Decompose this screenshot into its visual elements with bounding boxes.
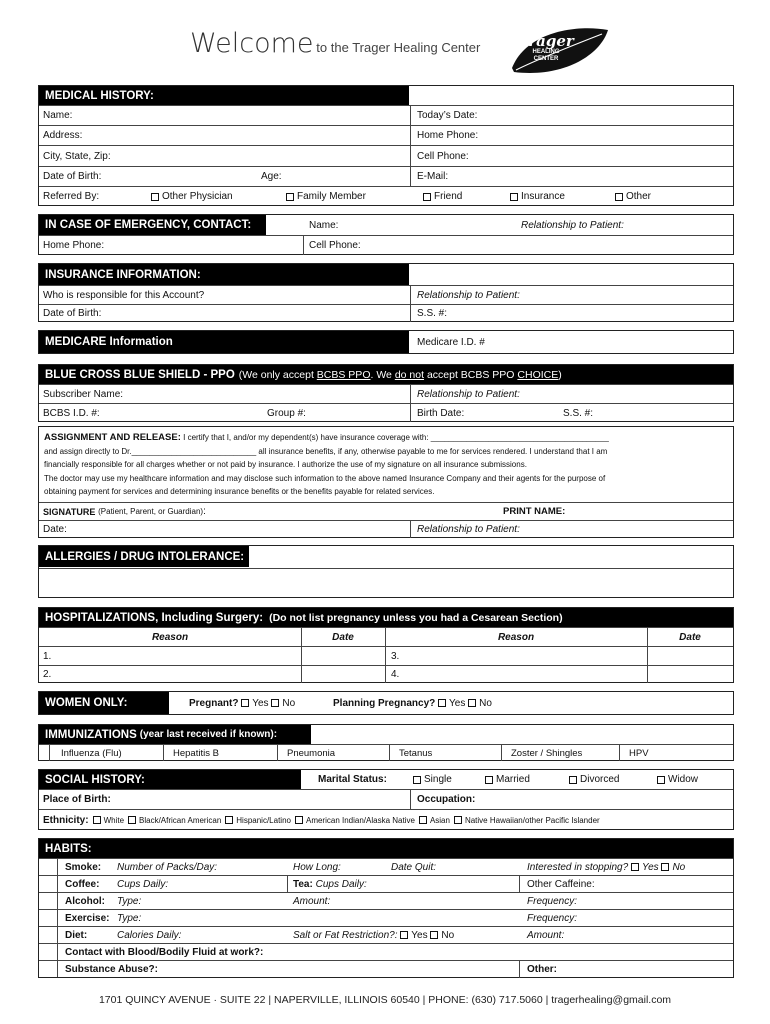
todays-date-field[interactable]: Today’s Date: [417, 110, 478, 121]
welcome-title: Welcome [190, 28, 314, 59]
reason-column-header: Reason [151, 631, 189, 643]
checkbox-icon[interactable] [419, 816, 427, 824]
checkbox-icon[interactable] [286, 193, 294, 201]
pregnant-question: Pregnant? Yes No [189, 697, 296, 709]
medicare-id-field[interactable]: Medicare I.D. # [417, 336, 485, 348]
table-row [39, 665, 733, 683]
alcohol-frequency-field[interactable]: Frequency: [527, 895, 578, 907]
packs-per-day-field[interactable]: Number of Packs/Day: [117, 861, 218, 873]
checkbox-icon[interactable] [569, 776, 577, 784]
checkbox-icon[interactable] [295, 816, 303, 824]
date-column-header: Date [332, 631, 354, 643]
alcohol-amount-field[interactable]: Amount: [293, 895, 331, 907]
hospitalization-1[interactable]: 1. [43, 650, 52, 662]
habits-row-diet [39, 926, 733, 943]
form-row [39, 166, 733, 186]
ethnicity-options: Ethnicity: White Black/African American Hispanic/Latino American Indian/Alaska Native Asian Native Hawaiian/other Pacific Islander [43, 814, 600, 826]
page-header [190, 28, 510, 62]
planning-pregnancy-question: Planning Pregnancy? Yes No [333, 697, 492, 709]
form-row [39, 235, 733, 255]
bcbs-id-field[interactable]: BCBS I.D. #: [43, 407, 100, 419]
checkbox-icon[interactable] [241, 699, 249, 707]
blood-contact-field[interactable]: Contact with Blood/Bodily Fluid at work?: [65, 946, 264, 958]
checkbox-icon[interactable] [631, 863, 639, 871]
marital-single[interactable]: Single [409, 770, 452, 789]
address-field[interactable]: Address: [43, 130, 83, 141]
option-other-physician[interactable]: Other Physician [147, 187, 233, 206]
immunizations-row [39, 744, 733, 761]
email-field[interactable]: E-Mail: [417, 171, 449, 182]
allergies-header: ALLERGIES / DRUG INTOLERANCE: [39, 546, 249, 567]
option-other[interactable]: Other [611, 187, 651, 206]
checkbox-icon[interactable] [615, 193, 623, 201]
form-row [39, 520, 733, 538]
checkbox-icon[interactable] [151, 193, 159, 201]
marital-widow[interactable]: Widow [653, 770, 698, 789]
immunization-tetanus[interactable]: Tetanus [399, 747, 433, 759]
medicare-header: MEDICARE Information [39, 331, 409, 353]
assignment-relationship-field[interactable]: Relationship to Patient: [417, 524, 520, 535]
subscriber-name-field[interactable]: Subscriber Name: [43, 388, 124, 400]
checkbox-icon[interactable] [485, 776, 493, 784]
referred-by-label: Referred By: [43, 191, 100, 202]
form-row [39, 285, 733, 304]
smoke-how-long-field[interactable]: How Long: [293, 861, 341, 873]
assignment-section [38, 426, 734, 538]
bcbs-ss-field[interactable]: S.S. #: [563, 407, 594, 419]
exercise-type-field[interactable]: Type: [117, 912, 142, 924]
welcome-tagline: to the Trager Healing Center [316, 40, 481, 55]
checkbox-icon[interactable] [413, 776, 421, 784]
habits-row-substance [39, 960, 733, 978]
bcbs-relationship-field[interactable]: Relationship to Patient: [417, 388, 520, 400]
signature-field[interactable]: SIGNATURE (Patient, Parent, or Guardian) : [43, 506, 206, 517]
bcbs-birth-date-field[interactable]: Birth Date: [417, 407, 465, 419]
hospitalizations-section [38, 607, 734, 683]
trager-logo [506, 20, 612, 80]
alcohol-label: Alcohol: [65, 895, 105, 907]
checkbox-icon[interactable] [271, 699, 279, 707]
hospitalizations-columns [39, 627, 733, 646]
smoke-label: Smoke: [65, 861, 102, 873]
cell-phone-field[interactable]: Cell Phone: [417, 150, 469, 162]
name-field[interactable]: Name: [43, 110, 73, 121]
date-quit-field[interactable]: Date Quit: [391, 861, 437, 873]
assignment-date-field[interactable]: Date: [43, 524, 67, 535]
other-habits-field[interactable]: Other: [527, 964, 557, 975]
immunization-hepatitis-b[interactable]: Hepatitis B [173, 747, 219, 759]
checkbox-icon[interactable] [468, 699, 476, 707]
ethnicity-row [39, 809, 733, 830]
reason-column-header: Reason [497, 631, 535, 643]
emergency-header: IN CASE OF EMERGENCY, CONTACT: [39, 215, 266, 235]
habits-row-exercise [39, 909, 733, 926]
form-row [39, 502, 733, 520]
substance-abuse-field[interactable]: Substance Abuse?: [65, 964, 158, 975]
place-of-birth-field[interactable]: Place of Birth: [43, 794, 111, 805]
checkbox-icon[interactable] [510, 193, 518, 201]
bcbs-section [38, 364, 734, 422]
form-row [39, 403, 733, 422]
emergency-name-field[interactable]: Name: [309, 219, 339, 231]
medical-history-section [38, 85, 734, 206]
checkbox-icon[interactable] [128, 816, 136, 824]
marital-status-label: Marital Status: [318, 774, 387, 785]
emergency-cell-phone-field[interactable]: Cell Phone: [309, 240, 361, 251]
alcohol-type-field[interactable]: Type: [117, 895, 142, 907]
other-caffeine-field[interactable]: Other Caffeine: [527, 878, 595, 890]
form-row [39, 384, 733, 403]
immunization-pneumonia[interactable]: Pneumonia [287, 747, 336, 759]
checkbox-icon[interactable] [430, 931, 438, 939]
logo-text: Trager HEALING CENTER [518, 32, 574, 62]
immunization-zoster[interactable]: Zoster / Shingles [511, 747, 583, 759]
emergency-relationship-field[interactable]: Relationship to Patient: [521, 219, 624, 231]
form-row [39, 145, 733, 166]
form-row [39, 789, 733, 809]
emergency-section [38, 214, 734, 255]
date-column-header: Date [679, 631, 701, 643]
habits-header: HABITS: [39, 839, 733, 858]
habits-row-smoke [39, 858, 733, 875]
habits-row-blood [39, 943, 733, 960]
immunizations-section [38, 724, 734, 761]
checkbox-icon[interactable] [225, 816, 233, 824]
tea-field[interactable]: Tea: Cups Daily: [293, 878, 367, 890]
checkbox-icon[interactable] [454, 816, 462, 824]
diet-amount-field[interactable]: Amount: [527, 929, 565, 941]
checkbox-icon[interactable] [661, 863, 669, 871]
city-state-zip-field[interactable]: City, State, Zip: [43, 150, 111, 162]
habits-row-alcohol [39, 892, 733, 909]
option-friend[interactable]: Friend [419, 187, 462, 206]
habits-row-coffee [39, 875, 733, 892]
referred-row [39, 186, 733, 206]
home-phone-field[interactable]: Home Phone: [417, 130, 479, 141]
coffee-label: Coffee: [65, 878, 100, 890]
exercise-frequency-field[interactable]: Frequency: [527, 912, 578, 924]
emergency-home-phone-field[interactable]: Home Phone: [43, 240, 105, 251]
social-history-section [38, 769, 734, 830]
calories-field[interactable]: Calories Daily: [117, 929, 182, 941]
option-family-member[interactable]: Family Member [282, 187, 366, 206]
diet-label: Diet: [65, 929, 88, 941]
habits-section [38, 838, 734, 978]
form-row [39, 125, 733, 145]
age-field[interactable]: Age: [261, 171, 282, 182]
insurance-ss-field[interactable]: S.S. #: [417, 308, 448, 319]
women-only-header: WOMEN ONLY: [39, 692, 169, 714]
form-row [39, 304, 733, 322]
exercise-label: Exercise: [65, 912, 110, 924]
salt-fat-restriction: Salt or Fat Restriction?: Yes No [293, 929, 455, 941]
hospitalizations-header: HOSPITALIZATIONS, Including Surgery: (Do not list pregnancy unless you had a Cesarean Section) [39, 608, 733, 627]
checkbox-icon[interactable] [657, 776, 665, 784]
responsible-field[interactable]: Who is responsible for this Account? [43, 289, 205, 301]
medical-history-header: MEDICAL HISTORY: [39, 86, 409, 105]
allergies-section [38, 545, 734, 598]
allergies-input[interactable] [39, 568, 733, 597]
hospitalization-2[interactable]: 2. [43, 669, 52, 680]
insurance-relationship-field[interactable]: Relationship to Patient: [417, 289, 520, 301]
insurance-section [38, 263, 734, 322]
immunization-influenza[interactable]: Influenza (Flu) [61, 747, 122, 759]
interested-stopping: Interested in stopping? Yes No [527, 861, 686, 873]
medicare-section [38, 330, 734, 354]
immunizations-header: IMMUNIZATIONS (year last received if known): [39, 725, 311, 744]
insurance-dob-field[interactable]: Date of Birth: [43, 308, 102, 319]
checkbox-icon[interactable] [93, 816, 101, 824]
immunization-hpv[interactable]: HPV [629, 747, 649, 759]
page-footer: 1701 QUINCY AVENUE · SUITE 22 | NAPERVILLE, ILLINOIS 60540 | PHONE: (630) 717.5060 | tragerhealing@gmail.com [98, 994, 672, 1006]
women-only-section [38, 691, 734, 715]
occupation-field[interactable]: Occupation: [417, 794, 476, 805]
dob-field[interactable]: Date of Birth: [43, 171, 102, 182]
assignment-text: ASSIGNMENT AND RELEASE: I certify that I, and/or my dependent(s) have insurance coverage with: ________________________________________ and assign directly to Dr.____________________________ all insurance benefits, if any, otherwise payable to me for services rendered. I understand that I am financially responsible for all charges whether or not paid by insurance. I authorize the use of my signature on all insurance submissions. The doctor may use my healthcare information and may disclose such information to the above named Insurance Company and their agents for the purpose of obtaining payment for services and determining insurance benefits or the benefits payable for related services. [44, 432, 609, 496]
hospitalization-4[interactable]: 4. [391, 669, 400, 680]
marital-divorced[interactable]: Divorced [565, 770, 619, 789]
table-row [39, 646, 733, 665]
insurance-header: INSURANCE INFORMATION: [39, 264, 409, 285]
hospitalization-3[interactable]: 3. [391, 650, 400, 662]
group-field[interactable]: Group #: [267, 407, 306, 419]
option-insurance[interactable]: Insurance [506, 187, 565, 206]
bcbs-header: BLUE CROSS BLUE SHIELD - PPO (We only accept BCBS PPO. We do not accept BCBS PPO CHOICE) [39, 365, 733, 384]
print-name-field[interactable]: PRINT NAME: [503, 506, 566, 517]
checkbox-icon[interactable] [400, 931, 408, 939]
coffee-cups-field[interactable]: Cups Daily: [117, 878, 169, 890]
social-history-header: SOCIAL HISTORY: [39, 770, 301, 789]
marital-married[interactable]: Married [481, 770, 530, 789]
form-row [39, 105, 733, 125]
checkbox-icon[interactable] [423, 193, 431, 201]
checkbox-icon[interactable] [438, 699, 446, 707]
